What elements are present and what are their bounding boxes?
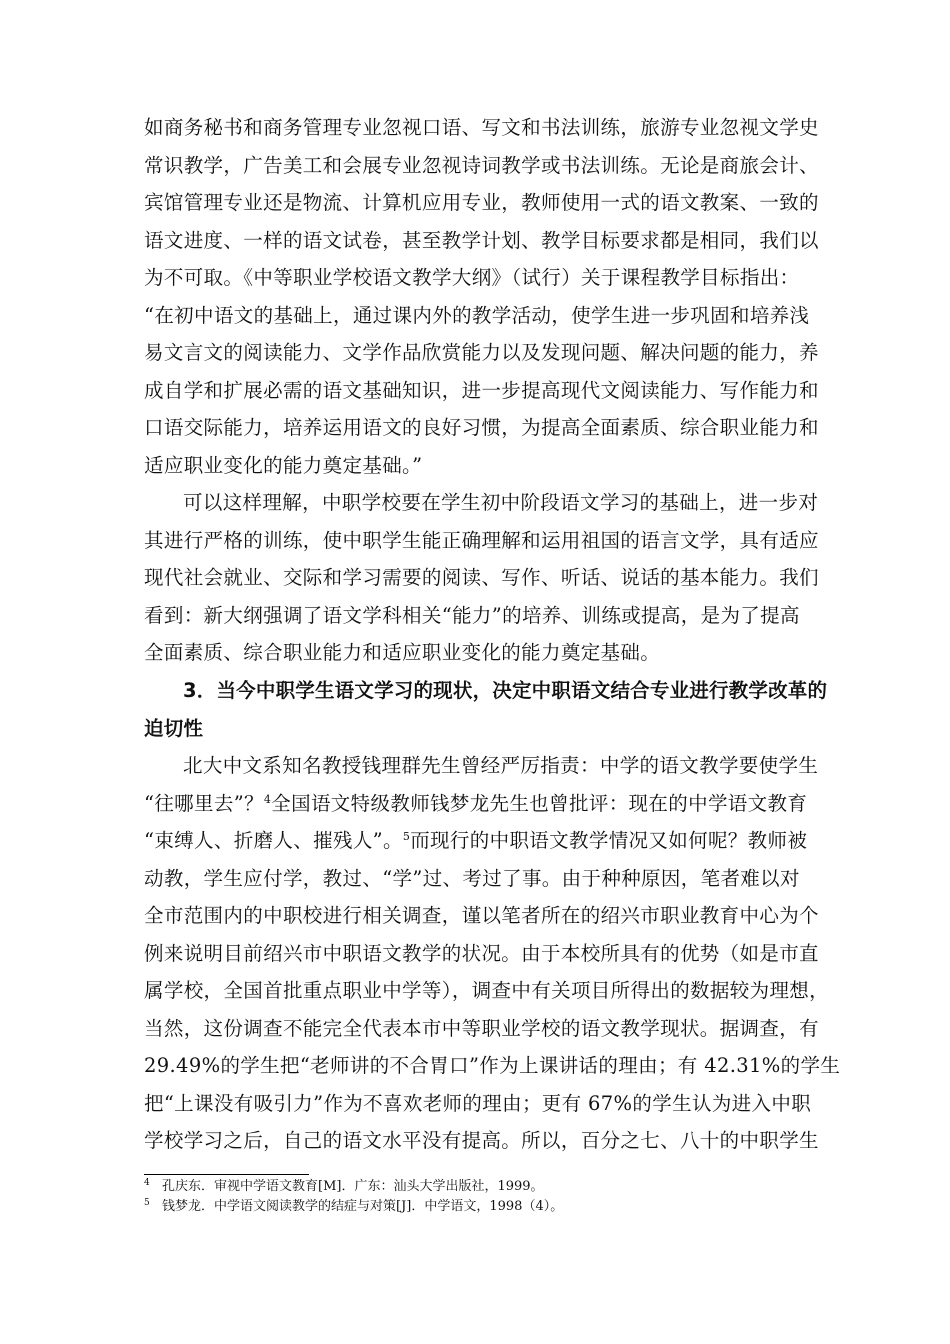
paragraph-line: 可以这样理解，中职学校要在学生初中阶段语文学习的基础上，进一步对: [183, 491, 819, 514]
paragraph-line: 属学校，全国首批重点职业中学等），调查中有关项目所得出的数据较为理想，: [144, 979, 830, 1002]
paragraph-line: [144, 785, 812, 823]
quote-text: “束缚人、折磨人、摧残人”。: [144, 829, 403, 852]
paragraph-line: 适应职业变化的能力奠定基础。”: [144, 453, 423, 477]
paragraph-3: [144, 747, 841, 1160]
paragraph-1: [144, 109, 819, 484]
section-heading: [144, 672, 828, 747]
heading-line: 3．当今中职学生语文学习的现状，决定中职语文结合专业进行教学改革的: [183, 679, 828, 702]
paragraph-line: 学校学习之后，自己的语文水平没有提高。所以，百分之七、八十的中职学生: [144, 1129, 819, 1152]
footnote-text: 钱梦龙．中学语文阅读教学的结症与对策[J]．中学语文，1998（4）。: [162, 1199, 564, 1214]
paragraph-line: 其进行严格的训练，使中职学生能正确理解和运用祖国的语言文学，具有适应: [144, 528, 819, 552]
footnote-text: 孔庆东．审视中学语文教育[M]．广东：汕头大学出版社，1999。: [162, 1179, 544, 1194]
paragraph-line: 如商务秘书和商务管理专业忽视口语、写文和书法训练，旅游专业忽视文学史: [144, 116, 819, 139]
paragraph-line: 看到：新大纲强调了语文学科相关“能力”的培养、训练或提高，是为了提高: [144, 603, 800, 627]
heading-line: 迫切性: [144, 716, 204, 740]
footnote-5: 5 钱梦龙．中学语文阅读教学的结症与对策[J]．中学语文，1998（4）。: [144, 1198, 564, 1214]
paragraph-line: 成自学和扩展必需的语文基础知识，进一步提高现代文阅读能力、写作能力和: [144, 378, 819, 402]
paragraph-line: [144, 822, 812, 860]
footnotes: [144, 1177, 812, 1217]
footnote-ref-5[interactable]: 5: [402, 830, 411, 843]
paragraph-line: 全市范围内的中职校进行相关调查，谨以笔者所在的绍兴市职业教育中心为个: [144, 904, 819, 927]
paragraph-line: 动教，学生应付学，教过、“学”过、考过了事。由于种种原因，笔者难以对: [144, 866, 800, 890]
sentence-text: 全国语文特级教师钱梦龙先生也曾批评：现在的中学语文教育: [271, 791, 808, 815]
paragraph-line: 全面素质、综合职业能力和适应职业变化的能力奠定基础。: [144, 641, 661, 664]
paragraph-line: “在初中语文的基础上，通过课内外的教学活动，使学生进一步巩固和培养浅: [144, 303, 810, 327]
paragraph-line: 北大中文系知名教授钱理群先生曾经严厉指责：中学的语文教学要使学生: [183, 754, 819, 777]
paragraph-line: 常识教学，广告美工和会展专业忽视诗词教学或书法训练。无论是商旅会计、: [144, 153, 819, 177]
paragraph-line: 口语交际能力，培养运用语文的良好习惯，为提高全面素质、综合职业能力和: [144, 416, 819, 439]
paragraph-line: 宾馆管理专业还是物流、计算机应用专业，教师使用一式的语文教案、一致的: [144, 191, 819, 214]
paragraph-line: 现代社会就业、交际和学习需要的阅读、写作、听话、说话的基本能力。我们: [144, 566, 819, 589]
quote-text: “往哪里去”？: [144, 791, 264, 815]
paragraph-line: 把“上课没有吸引力”作为不喜欢老师的理由；更有 67%的学生认为进入中职: [144, 1091, 812, 1115]
footnote-4: 4 孔庆东．审视中学语文教育[M]．广东：汕头大学出版社，1999。: [144, 1178, 544, 1194]
sentence-text: 而现行的中职语文教学情况又如何呢？教师被: [410, 829, 808, 852]
paragraph-line: 易文言文的阅读能力、文学作品欣赏能力以及发现问题、解决问题的能力，养: [144, 341, 819, 364]
paragraph-line: 例来说明目前绍兴市中职语文教学的状况。由于本校所具有的优势（如是市直: [144, 941, 819, 965]
paragraph-line: 语文进度、一样的语文试卷，甚至教学计划、教学目标要求都是相同，我们以: [144, 228, 819, 252]
paragraph-2: [144, 484, 819, 672]
footnote-divider: [144, 1174, 309, 1175]
paragraph-line: 当然，这份调查不能完全代表本市中等职业学校的语文教学现状。据调查，有: [144, 1016, 819, 1040]
footnote-ref-4[interactable]: 4: [263, 792, 272, 806]
paragraph-line: 为不可取。《中等职业学校语文教学大纲》（试行）关于课程教学目标指出：: [144, 266, 800, 289]
paragraph-line: 29.49%的学生把“老师讲的不合胃口”作为上课讲话的理由；有 42.31%的学生: [144, 1054, 841, 1077]
